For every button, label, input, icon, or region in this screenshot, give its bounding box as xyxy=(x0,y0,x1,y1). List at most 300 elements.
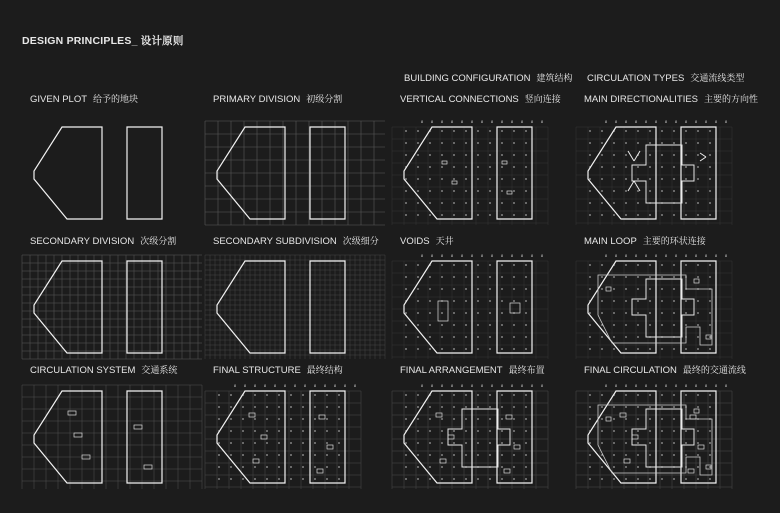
grid-tick-mark: 8 xyxy=(694,119,698,124)
column-dot xyxy=(525,336,526,337)
page-title-zh: 设计原则 xyxy=(140,35,184,47)
column-dot xyxy=(625,430,626,431)
column-dot xyxy=(230,478,231,479)
column-dot xyxy=(405,288,406,289)
column-dot xyxy=(685,454,686,455)
grid-tick-mark: 8 xyxy=(500,119,504,124)
column-dot xyxy=(417,154,418,155)
panel-label-en: MAIN LOOP xyxy=(584,236,637,247)
column-dot xyxy=(314,394,315,395)
column-dot xyxy=(513,406,514,407)
column-dot xyxy=(453,336,454,337)
column-dot xyxy=(601,348,602,349)
column-dot xyxy=(513,130,514,131)
column-dot xyxy=(625,418,626,419)
grid-tick-mark: 8 xyxy=(353,383,357,388)
column-dot xyxy=(477,336,478,337)
column-dot xyxy=(489,214,490,215)
column-dot xyxy=(649,324,650,325)
column-dot xyxy=(697,336,698,337)
column-dot xyxy=(513,288,514,289)
column-dot xyxy=(417,394,418,395)
column-dot xyxy=(453,166,454,167)
loop-node xyxy=(694,409,699,413)
column-dot xyxy=(465,288,466,289)
grid-tick-mark: 8 xyxy=(530,253,534,258)
column-dot xyxy=(489,130,490,131)
column-dot xyxy=(501,348,502,349)
column-dot xyxy=(477,178,478,179)
column-dot xyxy=(513,300,514,301)
circulation-core xyxy=(74,433,82,437)
diagram-vertical-connections xyxy=(392,116,572,236)
column-dot xyxy=(697,214,698,215)
grid-tick-mark: 8 xyxy=(440,383,444,388)
column-dot xyxy=(441,336,442,337)
column-dot xyxy=(230,466,231,467)
grid-tick-mark: 8 xyxy=(263,383,267,388)
column-dot xyxy=(501,466,502,467)
column-dot xyxy=(601,130,602,131)
grid-tick-mark: 8 xyxy=(273,383,277,388)
column-dot xyxy=(601,178,602,179)
column-dot xyxy=(697,202,698,203)
column-dot xyxy=(525,418,526,419)
grid-tick-mark: 8 xyxy=(470,119,474,124)
plot-outline xyxy=(404,391,472,483)
direction-arrow xyxy=(628,151,634,161)
grid-tick-mark: 8 xyxy=(420,253,424,258)
column-dot xyxy=(302,394,303,395)
grid-tick-mark: 8 xyxy=(520,253,524,258)
column-dot xyxy=(453,348,454,349)
column-dot xyxy=(314,430,315,431)
column-dot xyxy=(709,394,710,395)
column-dot xyxy=(673,442,674,443)
column-dot xyxy=(661,154,662,155)
column-dot xyxy=(525,478,526,479)
grid-tick-mark: 8 xyxy=(283,383,287,388)
grid-tick-mark: 8 xyxy=(470,383,474,388)
column-dot xyxy=(501,202,502,203)
column-dot xyxy=(661,190,662,191)
column-dot xyxy=(290,406,291,407)
column-dot xyxy=(709,142,710,143)
column-dot xyxy=(661,454,662,455)
column-dot xyxy=(685,166,686,167)
panel-label-zh: 次级分割 xyxy=(140,237,177,247)
grid-tick-mark: 8 xyxy=(430,383,434,388)
panel-label-secondary-division xyxy=(30,234,176,247)
column-dot xyxy=(525,430,526,431)
column-dot xyxy=(613,336,614,337)
column-dot xyxy=(649,288,650,289)
column-dot xyxy=(661,478,662,479)
column-dot xyxy=(477,154,478,155)
column-dot xyxy=(242,454,243,455)
column-dot xyxy=(230,454,231,455)
column-dot xyxy=(242,442,243,443)
column-dot xyxy=(266,442,267,443)
column-dot xyxy=(441,406,442,407)
column-dot xyxy=(302,442,303,443)
column-dot xyxy=(417,466,418,467)
grid-tick-mark: 8 xyxy=(440,119,444,124)
column-dot xyxy=(661,442,662,443)
column-dot xyxy=(489,430,490,431)
column-dot xyxy=(601,430,602,431)
column-dot xyxy=(417,202,418,203)
column-dot xyxy=(441,348,442,349)
column-dot xyxy=(613,312,614,313)
group-head-zh: 建筑结构 xyxy=(536,74,573,84)
grid-tick-mark: 8 xyxy=(634,383,638,388)
plot-outline xyxy=(404,127,472,219)
panel-label-zh: 次级细分 xyxy=(342,237,379,247)
group-head-en: CIRCULATION TYPES xyxy=(587,73,685,84)
grid-tick-mark: 8 xyxy=(450,383,454,388)
panel-label-en: SECONDARY SUBDIVISION xyxy=(213,236,337,247)
courtyard-void xyxy=(632,409,694,467)
column-dot xyxy=(649,178,650,179)
column-dot xyxy=(525,202,526,203)
column-dot xyxy=(429,478,430,479)
column-dot xyxy=(589,406,590,407)
column-dot xyxy=(218,454,219,455)
grid-tick-mark: 8 xyxy=(644,253,648,258)
column-dot xyxy=(613,202,614,203)
column-dot xyxy=(637,478,638,479)
column-dot xyxy=(465,454,466,455)
column-dot xyxy=(525,324,526,325)
column-dot xyxy=(697,466,698,467)
column-dot xyxy=(613,454,614,455)
column-dot xyxy=(501,442,502,443)
column-dot xyxy=(649,166,650,167)
grid-tick-mark: 8 xyxy=(480,119,484,124)
column-dot xyxy=(405,154,406,155)
column-dot xyxy=(501,478,502,479)
column-dot xyxy=(613,466,614,467)
column-dot xyxy=(429,324,430,325)
grid-tick-mark: 8 xyxy=(500,253,504,258)
column-dot xyxy=(465,276,466,277)
column-dot xyxy=(709,264,710,265)
grid-tick-mark: 8 xyxy=(313,383,317,388)
panel-label-en: FINAL ARRANGEMENT xyxy=(400,365,503,376)
column-dot xyxy=(405,214,406,215)
courtyard-void xyxy=(448,409,510,467)
column-dot xyxy=(589,178,590,179)
column-dot xyxy=(697,276,698,277)
diagram-secondary-division xyxy=(22,250,202,370)
grid-tick-mark: 8 xyxy=(530,119,534,124)
column-dot xyxy=(290,454,291,455)
column-dot xyxy=(625,154,626,155)
column-dot xyxy=(405,406,406,407)
column-dot xyxy=(489,418,490,419)
column-dot xyxy=(465,214,466,215)
column-dot xyxy=(649,300,650,301)
column-dot xyxy=(302,406,303,407)
column-dot xyxy=(477,406,478,407)
grid-tick-mark: 8 xyxy=(674,383,678,388)
column-dot xyxy=(709,478,710,479)
column-dot xyxy=(601,406,602,407)
group-head-en: BUILDING CONFIGURATION xyxy=(404,73,531,84)
column-dot xyxy=(613,442,614,443)
column-dot xyxy=(661,264,662,265)
column-dot xyxy=(625,300,626,301)
column-dot xyxy=(302,418,303,419)
column-dot xyxy=(429,348,430,349)
column-dot xyxy=(601,264,602,265)
column-dot xyxy=(441,466,442,467)
grid-tick-mark: 8 xyxy=(664,253,668,258)
column-dot xyxy=(417,442,418,443)
grid-tick-mark: 8 xyxy=(450,253,454,258)
column-dot xyxy=(685,214,686,215)
direction-arrow xyxy=(628,181,634,191)
column-dot xyxy=(601,394,602,395)
column-dot xyxy=(465,154,466,155)
column-dot xyxy=(613,348,614,349)
column-dot xyxy=(489,348,490,349)
column-dot xyxy=(453,394,454,395)
grid-tick-mark: 8 xyxy=(654,253,658,258)
column-dot xyxy=(338,394,339,395)
column-dot xyxy=(649,406,650,407)
grid-tick-mark: 8 xyxy=(624,253,628,258)
column-dot xyxy=(625,190,626,191)
column-dot xyxy=(405,142,406,143)
column-dot xyxy=(489,190,490,191)
grid-tick-mark: 8 xyxy=(654,119,658,124)
panel-label-zh: 主要的环状连接 xyxy=(642,237,706,247)
column-dot xyxy=(477,166,478,167)
column-dot xyxy=(417,312,418,313)
diagram-main-directionalities xyxy=(576,116,756,236)
grid-tick-mark: 8 xyxy=(510,383,514,388)
column-dot xyxy=(465,324,466,325)
column-dot xyxy=(513,418,514,419)
column-dot xyxy=(405,130,406,131)
column-dot xyxy=(417,336,418,337)
column-dot xyxy=(525,300,526,301)
column-dot xyxy=(489,454,490,455)
column-dot xyxy=(489,478,490,479)
vertical-core xyxy=(502,161,507,164)
column-dot xyxy=(453,430,454,431)
column-dot xyxy=(302,454,303,455)
column-dot xyxy=(673,418,674,419)
column-dot xyxy=(338,466,339,467)
column-dot xyxy=(589,442,590,443)
column-dot xyxy=(314,418,315,419)
column-dot xyxy=(429,442,430,443)
column-dot xyxy=(489,312,490,313)
column-dot xyxy=(661,288,662,289)
column-dot xyxy=(673,288,674,289)
column-dot xyxy=(254,418,255,419)
column-dot xyxy=(589,276,590,277)
structure-core xyxy=(698,445,704,449)
column-dot xyxy=(661,324,662,325)
grid-tick-mark: 8 xyxy=(704,253,708,258)
column-dot xyxy=(525,190,526,191)
column-dot xyxy=(230,394,231,395)
column-dot xyxy=(266,394,267,395)
column-dot xyxy=(513,324,514,325)
column-dot xyxy=(697,154,698,155)
column-dot xyxy=(477,312,478,313)
column-dot xyxy=(465,312,466,313)
column-dot xyxy=(218,394,219,395)
grid-tick-mark: 8 xyxy=(684,119,688,124)
column-dot xyxy=(637,178,638,179)
structure-core xyxy=(688,469,694,473)
grid-tick-mark: 8 xyxy=(614,119,618,124)
column-dot xyxy=(489,142,490,143)
column-dot xyxy=(525,276,526,277)
column-dot xyxy=(230,442,231,443)
column-dot xyxy=(613,214,614,215)
panel-label-zh: 天井 xyxy=(435,237,454,247)
column-dot xyxy=(338,454,339,455)
column-dot xyxy=(697,312,698,313)
grid-tick-mark: 8 xyxy=(333,383,337,388)
column-dot xyxy=(697,264,698,265)
column-dot xyxy=(405,276,406,277)
vertical-core xyxy=(507,191,512,194)
column-dot xyxy=(601,190,602,191)
column-dot xyxy=(453,276,454,277)
column-dot xyxy=(513,336,514,337)
column-dot xyxy=(625,178,626,179)
column-dot xyxy=(709,324,710,325)
column-dot xyxy=(709,430,710,431)
column-dot xyxy=(441,142,442,143)
column-dot xyxy=(673,312,674,313)
column-dot xyxy=(429,300,430,301)
column-dot xyxy=(254,478,255,479)
column-dot xyxy=(649,312,650,313)
column-dot xyxy=(513,430,514,431)
plot-outline xyxy=(497,391,532,483)
panel-label-zh: 最终的交通流线 xyxy=(682,366,746,376)
column-dot xyxy=(489,324,490,325)
panel-label-en: GIVEN PLOT xyxy=(30,94,88,105)
column-dot xyxy=(709,454,710,455)
column-dot xyxy=(218,442,219,443)
column-dot xyxy=(637,454,638,455)
plot-outline xyxy=(681,127,716,219)
column-dot xyxy=(453,214,454,215)
column-dot xyxy=(673,430,674,431)
grid-tick-mark: 8 xyxy=(714,253,718,258)
grid-tick-mark: 8 xyxy=(470,253,474,258)
panel-label-en: SECONDARY DIVISION xyxy=(30,236,135,247)
column-dot xyxy=(429,418,430,419)
column-dot xyxy=(417,418,418,419)
column-dot xyxy=(697,130,698,131)
column-dot xyxy=(513,202,514,203)
column-dot xyxy=(589,466,590,467)
column-dot xyxy=(441,190,442,191)
plot-outline xyxy=(34,127,102,219)
panel-label-en: VERTICAL CONNECTIONS xyxy=(400,94,519,105)
column-dot xyxy=(601,312,602,313)
column-dot xyxy=(673,406,674,407)
panel-label-zh: 竖向连接 xyxy=(524,95,561,105)
column-dot xyxy=(513,264,514,265)
diagram-secondary-subdivision xyxy=(205,250,385,370)
grid-tick-mark: 8 xyxy=(460,383,464,388)
void-opening xyxy=(510,303,520,313)
column-dot xyxy=(589,312,590,313)
column-dot xyxy=(525,214,526,215)
grid-tick-mark: 8 xyxy=(714,119,718,124)
column-dot xyxy=(254,442,255,443)
column-dot xyxy=(661,214,662,215)
column-dot xyxy=(501,324,502,325)
vertical-core xyxy=(442,161,447,164)
column-dot xyxy=(709,336,710,337)
column-dot xyxy=(405,178,406,179)
column-dot xyxy=(625,394,626,395)
panel-label-secondary-subdivision xyxy=(213,234,379,247)
grid-tick-mark: 8 xyxy=(714,383,718,388)
direction-arrow xyxy=(634,151,640,161)
column-dot xyxy=(417,300,418,301)
column-dot xyxy=(685,264,686,265)
column-dot xyxy=(589,324,590,325)
column-dot xyxy=(525,348,526,349)
column-dot xyxy=(417,130,418,131)
column-dot xyxy=(314,454,315,455)
column-dot xyxy=(709,406,710,407)
column-dot xyxy=(613,154,614,155)
column-dot xyxy=(429,466,430,467)
grid-tick-mark: 8 xyxy=(440,253,444,258)
column-dot xyxy=(254,406,255,407)
structure-core xyxy=(253,459,259,463)
column-dot xyxy=(625,406,626,407)
column-dot xyxy=(697,442,698,443)
diagram-circulation-system xyxy=(22,380,202,500)
column-dot xyxy=(613,288,614,289)
column-dot xyxy=(697,166,698,167)
column-dot xyxy=(290,442,291,443)
column-dot xyxy=(290,394,291,395)
column-dot xyxy=(637,214,638,215)
grid-tick-mark: 8 xyxy=(624,119,628,124)
column-dot xyxy=(453,190,454,191)
column-dot xyxy=(637,336,638,337)
column-dot xyxy=(601,336,602,337)
column-dot xyxy=(637,264,638,265)
column-dot xyxy=(697,300,698,301)
column-dot xyxy=(525,466,526,467)
loop-node xyxy=(606,287,611,291)
column-dot xyxy=(302,430,303,431)
column-dot xyxy=(278,442,279,443)
column-dot xyxy=(685,348,686,349)
column-dot xyxy=(465,202,466,203)
column-dot xyxy=(513,394,514,395)
column-dot xyxy=(709,466,710,467)
column-dot xyxy=(709,442,710,443)
